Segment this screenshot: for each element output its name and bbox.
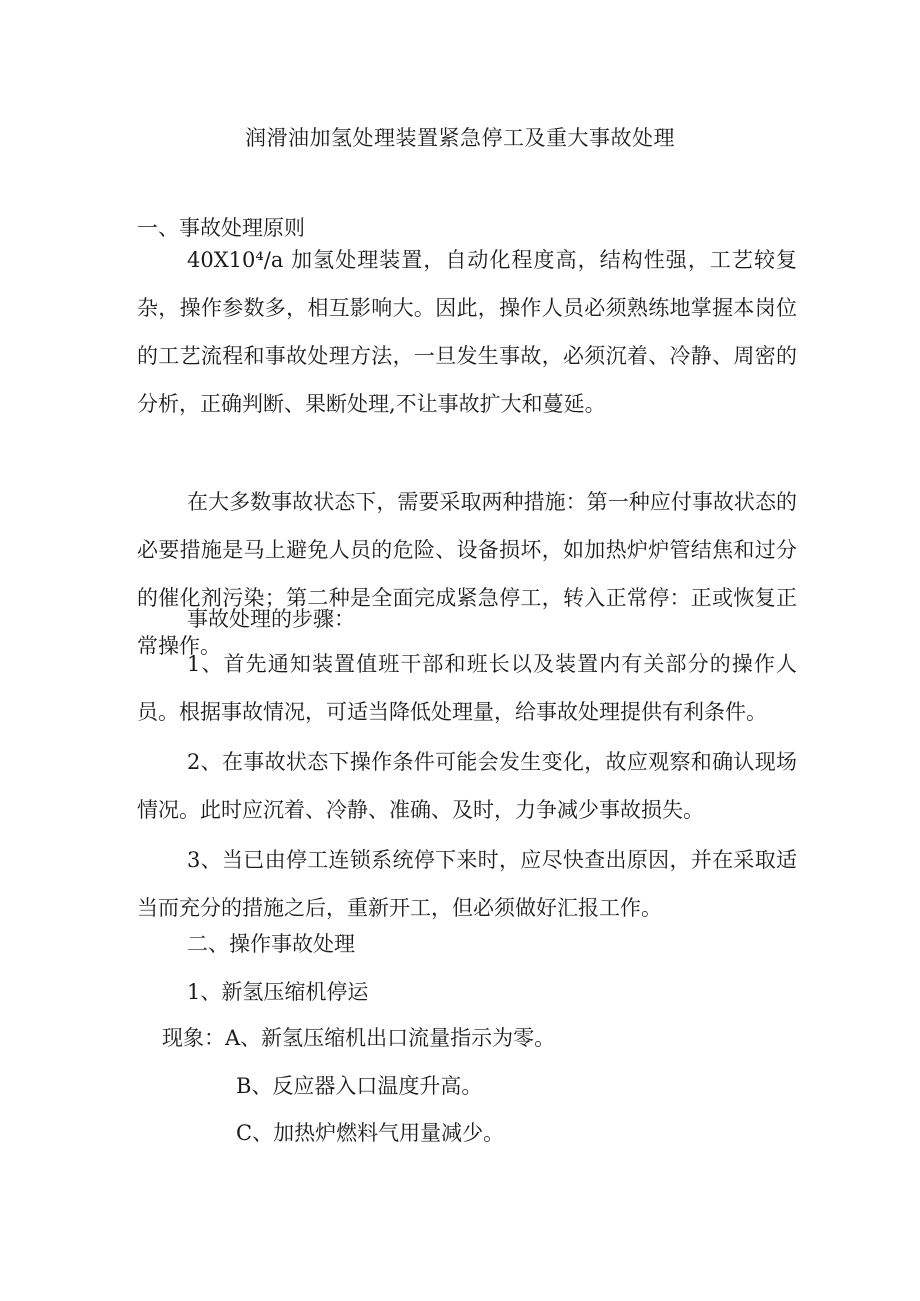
section1-heading: 一、事故处理原则 [137,216,305,240]
steps-heading: 事故处理的步骤： [187,607,355,631]
phenomenon-b: B、反应器入口温度升高。 [236,1074,483,1098]
phenomenon-c: C、加热炉燃料气用量减少。 [236,1121,505,1145]
phenomenon-label: 现象： [162,1026,225,1050]
step-2-paragraph: 2、在事故状态下操作条件可能会发生变化，故应观察和确认现场情况。此时应沉着、冷静、准确、及时，力争减少事故损失。 [137,750,797,822]
step-1-paragraph: 1、首先通知装置值班干部和班长以及装置内有关部分的操作人员。根据事故情况，可适当降低处理量，给事故处理提供有利条件。 [137,652,797,724]
section1-paragraph-2: 在大多数事故状态下，需要采取两种措施：第一种应付事故状态的必要措施是马上避免人员的危险、设备损坏，如加热炉炉管结焦和过分的催化剂污染；第二种是全面完成紧急停工，转入正常停：正或恢复正常操作。 [137,490,797,658]
phenomenon-row-a [162,1022,555,1054]
section2-heading: 二、操作事故处理 [187,932,355,956]
document-title: 润滑油加氢处理装置紧急停工及重大事故处理 [245,126,675,150]
phenomenon-a: A、新氢压缩机出口流量指示为零。 [225,1026,556,1050]
step-3-paragraph: 3、当已由停工连锁系统停下来时，应尽快查出原因，并在采取适当而充分的措施之后，重新开工，但必须做好汇报工作。 [137,848,797,920]
section1-paragraph-1: 40X10⁴/a 加氢处理装置，自动化程度高，结构性强，工艺较复杂，操作参数多，相互影响大。因此，操作人员必须熟练地掌握本岗位的工艺流程和事故处理方法，一旦发生事故，必须沉着、冷静、周密的分析，正确判断、果断处理,不让事故扩大和蔓延。 [137,248,797,416]
item-1-heading: 1、新氢压缩机停运 [187,980,369,1004]
